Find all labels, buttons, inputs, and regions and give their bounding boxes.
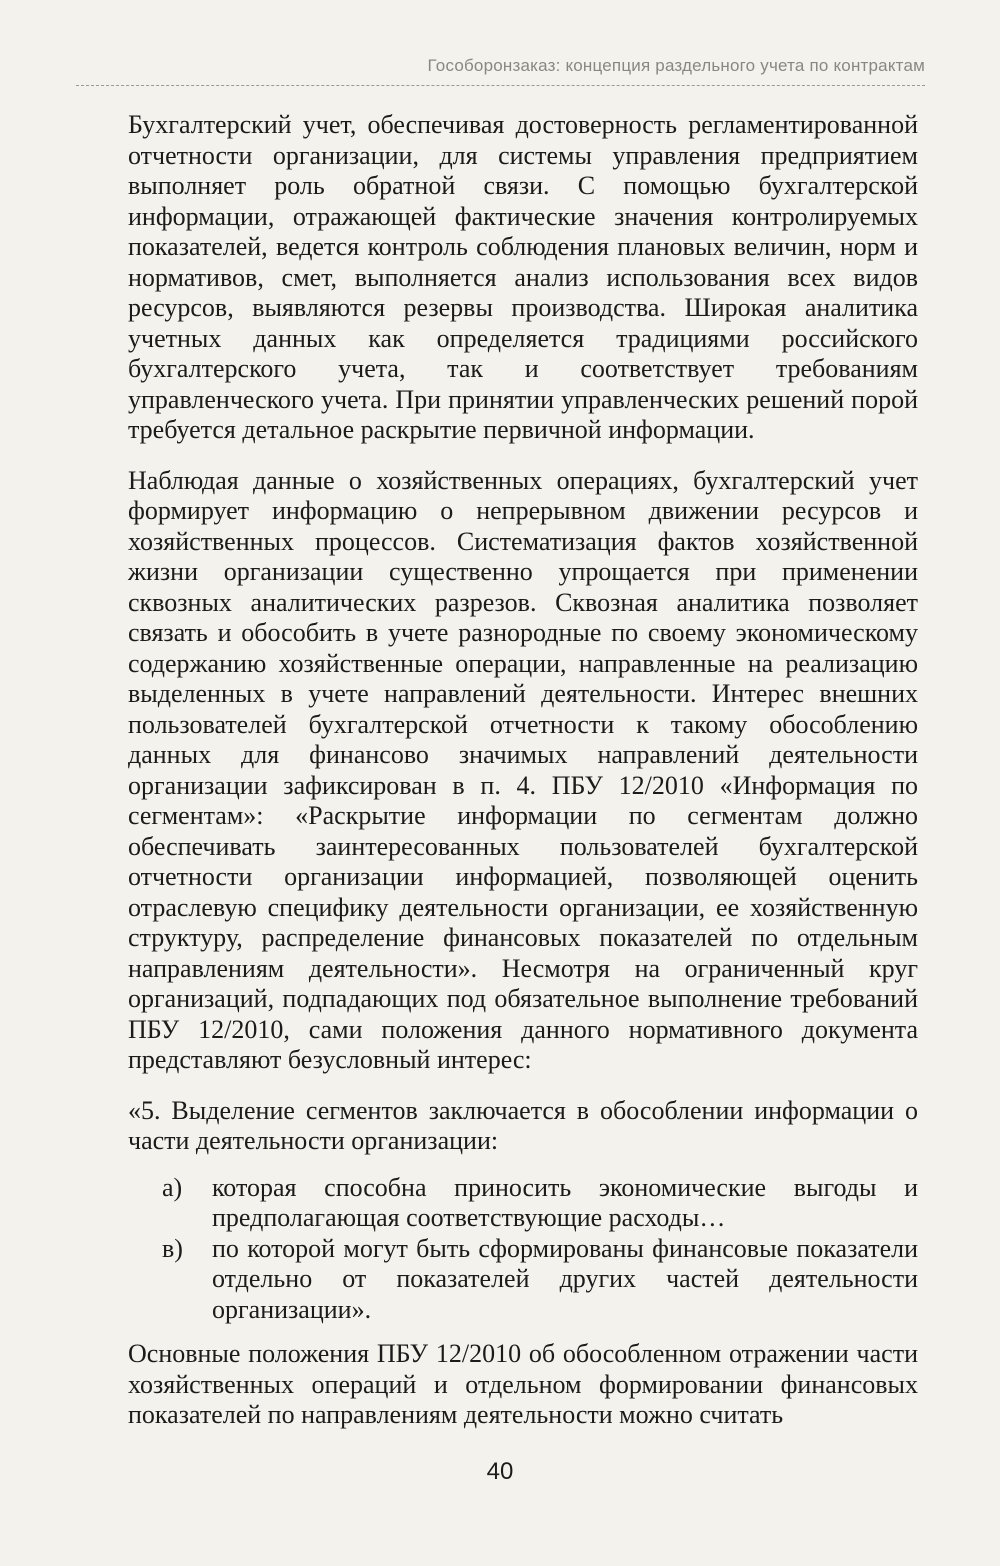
- list-item-text: которая способна приносить экономические выгоды и предполагающая соответствующие расходы…: [212, 1172, 918, 1232]
- paragraph-accounting-feedback: Бухгалтерский учет, обеспечивая достоверность регламентированной отчетности организации, для системы управления предприятием выполняет роль обратной связи. С помощью бухгалтерской информации, отражающей фактические значения контролируемых показателей, ведется контроль соблюдения плановых величин, норм и нормативов, смет, выполняется анализ использования всех видов ресурсов, выявляются резервы производства. Широкая аналитика учетных данных как определяется традициями российского бухгалтерского учета, так и соответствует требованиям управленческого учета. При принятии управленческих решений порой требуется детальное раскрытие первичной информации.: [128, 110, 918, 444]
- running-header: Гособоронзаказ: концепция раздельного учета по контрактам: [427, 56, 925, 75]
- paragraph-closing: Основные положения ПБУ 12/2010 об обособленном отражении части хозяйственных операций и отдельном формировании финансовых показателей по направлениям деятельности можно считать: [128, 1339, 918, 1429]
- list-item: [162, 1234, 918, 1326]
- list-item-text: по которой могут быть сформированы финансовые показатели отдельно от показателей других частей деятельности организации».: [212, 1233, 918, 1324]
- list-item: [162, 1173, 918, 1234]
- page-body: [128, 110, 918, 1431]
- quote-list: [128, 1173, 918, 1326]
- header-divider: [76, 85, 925, 86]
- list-marker: а): [162, 1172, 183, 1202]
- paragraph-segment-analytics: Наблюдая данные о хозяйственных операциях, бухгалтерский учет формирует информацию о непрерывном движении ресурсов и хозяйственных процессов. Систематизация фактов хозяйственной жизни организации существенно упрощается при применении сквозных аналитических разрезов. Сквозная аналитика позволяет связать и обособить в учете разнородные по своему экономическому содержанию хозяйственные операции, направленные на реализацию выделенных в учете направлений деятельности. Интерес внешних пользователей бухгалтерской отчетности к такому обособлению данных для финансово значимых направлений деятельности организации зафиксирован в п. 4. ПБУ 12/2010 «Информация по сегментам»: «Раскрытие информации по сегментам должно обеспечивать заинтересованных пользователей бухгалтерской отчетности организации информацией, позволяющей оценить отраслевую специфику деятельности организации, ее хозяйственную структуру, распределение финансовых показателей по отдельным направлениям деятельности». Несмотря на ограниченный круг организаций, подпадающих под обязательное выполнение требований ПБУ 12/2010, сами положения данного нормативного документа представляют безусловный интерес:: [128, 465, 918, 1074]
- page-number: 40: [486, 1458, 514, 1485]
- paragraph-quote-intro: «5. Выделение сегментов заключается в обособлении информации о части деятельности организации:: [128, 1095, 918, 1155]
- list-marker: в): [162, 1233, 183, 1263]
